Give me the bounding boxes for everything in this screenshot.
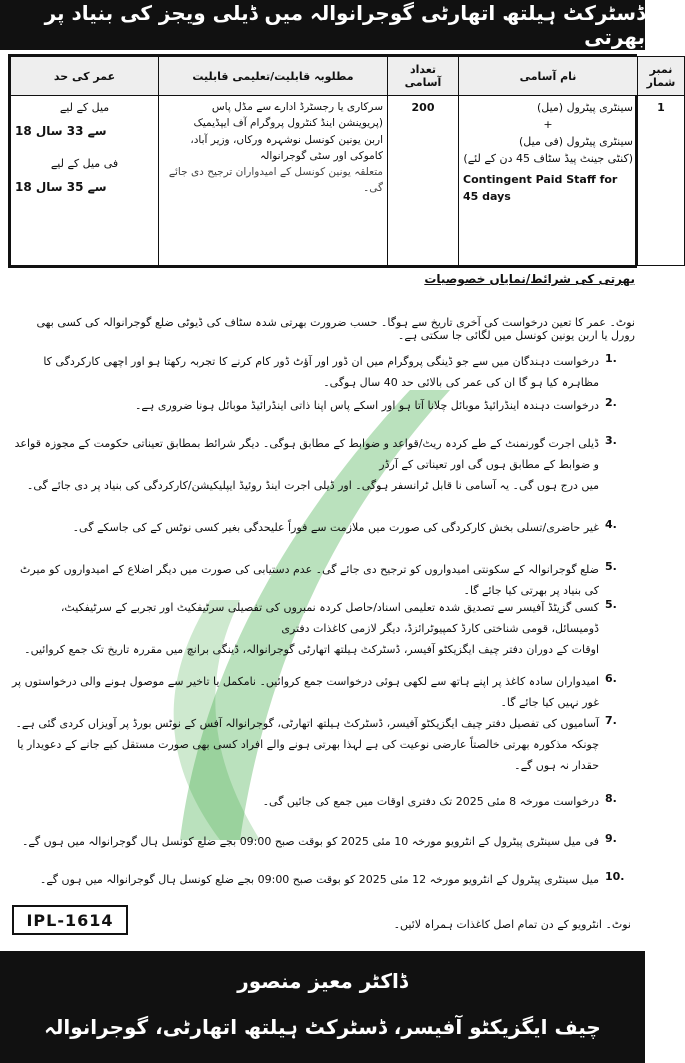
count-value: 200	[411, 101, 435, 114]
item-number: 5.	[605, 598, 617, 611]
post-line: سینٹری پیٹرول (فی میل)	[519, 135, 633, 149]
qualification-line: متعلقہ یونین کونسل کے امیدواران ترجیح دی جائے گی۔	[168, 166, 383, 195]
age-female-value: 18 سے 35 سال	[15, 179, 107, 194]
qualification-line: (پریوینشن اینڈ کنٹرول پروگرام آف ایپڈیمیک	[193, 117, 383, 130]
item-number: 2.	[605, 396, 617, 409]
item-number: 7.	[605, 714, 617, 727]
list-item	[10, 518, 635, 539]
item-number: 4.	[605, 518, 617, 531]
post-line: سینٹری پیٹرول (میل)	[536, 101, 633, 114]
header-serial: نمبر شمار	[638, 57, 685, 96]
header-count: تعداد آسامی	[388, 57, 459, 96]
posts-table	[8, 54, 676, 268]
table-header-row	[11, 57, 685, 96]
item-text: درخواست دہندگان میں سے جو ڈینگی پروگرام میں ان ڈور اور آؤٹ ڈور کام کرنے کا تجربہ رکھتا ہو اور اچھی کارکردگی کا مظاہرہ کیا ہو گا ان کی عمر کی بالائی حد 40 سال ہوگی۔	[43, 355, 599, 389]
item-text: میں درج ہوں گی۔ یہ آسامی نا قابل ٹرانسفر ہوگی۔ اور ڈیلی اجرت اینڈ روئیڈ ایپلیکیشن/کارکردگی کی بنیاد پر دی جائے گی۔	[26, 478, 599, 492]
signatory-designation: چیف ایگزیکٹو آفیسر، ڈسٹرکٹ ہیلتھ اتھارٹی، گوجرانوالہ	[44, 1015, 601, 1039]
item-number: 10.	[605, 870, 625, 883]
note-top: نوٹ۔ عمر کا تعین درخواست کی آخری تاریخ سے ہوگا۔ حسب ضرورت بھرتی شدہ سٹاف کی ڈیوٹی ضلع گوجرانوالہ کی کسی بھی رورل یا اربن یونین کونسل میں لگائی جا سکتی ہے۔	[36, 316, 635, 342]
item-number: 6.	[605, 672, 617, 685]
ad-title-bar	[0, 0, 645, 50]
item-text: غیر حاضری/تسلی بخش کارکردگی کی صورت میں ملازمت سے فوراً علیحدگی بغیر کسی نوٹس کے کی جاسکے گی۔	[72, 521, 599, 534]
item-text: اوقات کے دوران دفتر چیف ایگزیکٹو آفیسر، ڈسٹرکٹ ہیلتھ اتھارٹی گوجرانوالہ، ڈینگی برانچ میں مقررہ تاریخ تک جمع کروائیں۔	[24, 642, 599, 656]
ipl-code-box: IPL-1614	[12, 905, 128, 935]
item-text: درخواست دہندہ اینڈرائیڈ موبائل چلانا آتا ہو اور اسکے پاس اپنا ذاتی اینڈرائیڈ موبائل ہونا ضروری ہے۔	[134, 399, 599, 412]
item-text: آسامیوں کی تفصیل دفتر چیف ایگزیکٹو آفیسر، ڈسٹرکٹ ہیلتھ اتھارٹی، گوجرانوالہ آفس کے نوٹس بورڈ پر آویزاں کردی گئی ہے۔	[15, 717, 599, 730]
list-item	[10, 352, 635, 394]
list-item	[10, 560, 635, 602]
serial-value: 1	[657, 101, 665, 114]
footer-signature-block	[0, 951, 645, 1063]
item-text: ڈیلی اجرت گورنمنٹ کے طے کردہ ریٹ/قواعد و ضوابط کے مطابق ہوگی۔ دیگر شرائط بمطابق تعیناتی حکومت کے مجوزہ قواعد و ضوابط کے مطابق ہوں گی اور تعیناتی کے آرڈر	[14, 437, 599, 471]
list-item	[10, 832, 635, 853]
item-text: ضلع گوجرانوالہ کے سکونتی امیدواروں کو ترجیح دی جائے گی۔ عدم دستیابی کی صورت میں دیگر اضلاع کے امیدواروں کو میرٹ کی بنیاد پر بھرتی کیا جائے گا۔	[20, 563, 599, 597]
conditions-heading: بھرتی کی شرائط/نمایاں خصوصیات	[424, 272, 635, 286]
post-line: +	[543, 118, 553, 132]
header-qualification: مطلوبہ قابلیت/تعلیمی قابلیت	[159, 57, 388, 96]
list-item	[10, 396, 635, 417]
age-female-label: فی میل کے لیے	[50, 156, 119, 170]
age-male-value: 18 سے 33 سال	[15, 124, 107, 139]
item-number: 9.	[605, 832, 617, 845]
list-item	[10, 714, 635, 777]
item-text: چونکہ مذکورہ بھرتی خالصتاً عارضی نوعیت کی ہے لہذا بھرتی ہونے والے افراد کسی بھی صورت مستقل کیے جانے کے دعویدار یا حقدار نہ ہوں گے۔	[17, 737, 599, 772]
item-text: امیدواران سادہ کاغذ پر اپنے ہاتھ سے لکھی ہوئی درخواست جمع کروائیں۔ نامکمل یا تاخیر سے موصول ہونے والی درخواستوں پر غور نہیں کیا جائے گا۔	[11, 675, 599, 709]
list-item	[10, 598, 635, 661]
ad-title: ڈسٹرکٹ ہیلتھ اتھارٹی گوجرانوالہ میں ڈیلی ویجز کی بنیاد پر بھرتی	[44, 1, 645, 49]
table-row	[11, 96, 685, 266]
conditions-section	[10, 272, 635, 902]
post-english: Contingent Paid Staff for 45 days	[463, 173, 618, 204]
list-item	[10, 434, 635, 497]
cell-post	[459, 96, 638, 266]
list-item	[10, 792, 635, 813]
signatory-name: ڈاکٹر معیز منصور	[237, 969, 408, 993]
item-number: 5.	[605, 560, 617, 573]
item-text: کسی گزیٹڈ آفیسر سے تصدیق شدہ تعلیمی اسناد/حاصل کردہ نمبروں کی تفصیلی سرٹیفکیٹ اور تجربے کے سرٹیفکیٹ، ڈومیسائل، قومی شناختی کارڈ کمپیوٹرائزڈ، دیگر لازمی کاغذات دفتری	[60, 601, 599, 635]
item-number: 3.	[605, 434, 617, 447]
item-number: 1.	[605, 352, 617, 365]
item-text: درخواست مورخہ 8 مئی 2025 تک دفتری اوقات میں جمع کی جائیں گی۔	[262, 795, 599, 808]
cell-serial	[638, 96, 685, 266]
item-text: میل سینٹری پیٹرول کے انٹرویو مورخہ 12 مئی 2025 کو بوقت صبح 09:00 بجے ضلع کونسل ہال گوجرانوالہ میں ہوں گے۔	[39, 873, 599, 886]
item-number: 8.	[605, 792, 617, 805]
note-bottom: نوٹ۔ انٹرویو کے دن تمام اصل کاغذات ہمراہ لائیں۔	[393, 918, 631, 931]
header-age: عمر کی حد	[11, 57, 159, 96]
list-item	[10, 870, 635, 891]
cell-qualification	[159, 96, 388, 266]
qualification-line: سرکاری یا رجسٹرڈ ادارے سے مڈل پاس	[211, 101, 383, 113]
header-post: نام آسامی	[459, 57, 638, 96]
cell-age	[11, 96, 159, 266]
post-line: (کنٹی جینٹ پیڈ سٹاف 45 دن کے لئے)	[463, 152, 633, 166]
qualification-line: اربن یونین کونسل نوشہرہ ورکاں، وزیر آباد، کاموکی اور سٹی گوجرانوالہ	[190, 133, 383, 162]
item-text: فی میل سینٹری پیٹرول کے انٹرویو مورخہ 10 مئی 2025 کو بوقت صبح 09:00 بجے ضلع کونسل ہال گوجرانوالہ میں ہوں گے۔	[21, 835, 599, 848]
list-item	[10, 672, 635, 714]
age-male-label: میل کے لیے	[59, 101, 110, 114]
cell-count	[388, 96, 459, 266]
